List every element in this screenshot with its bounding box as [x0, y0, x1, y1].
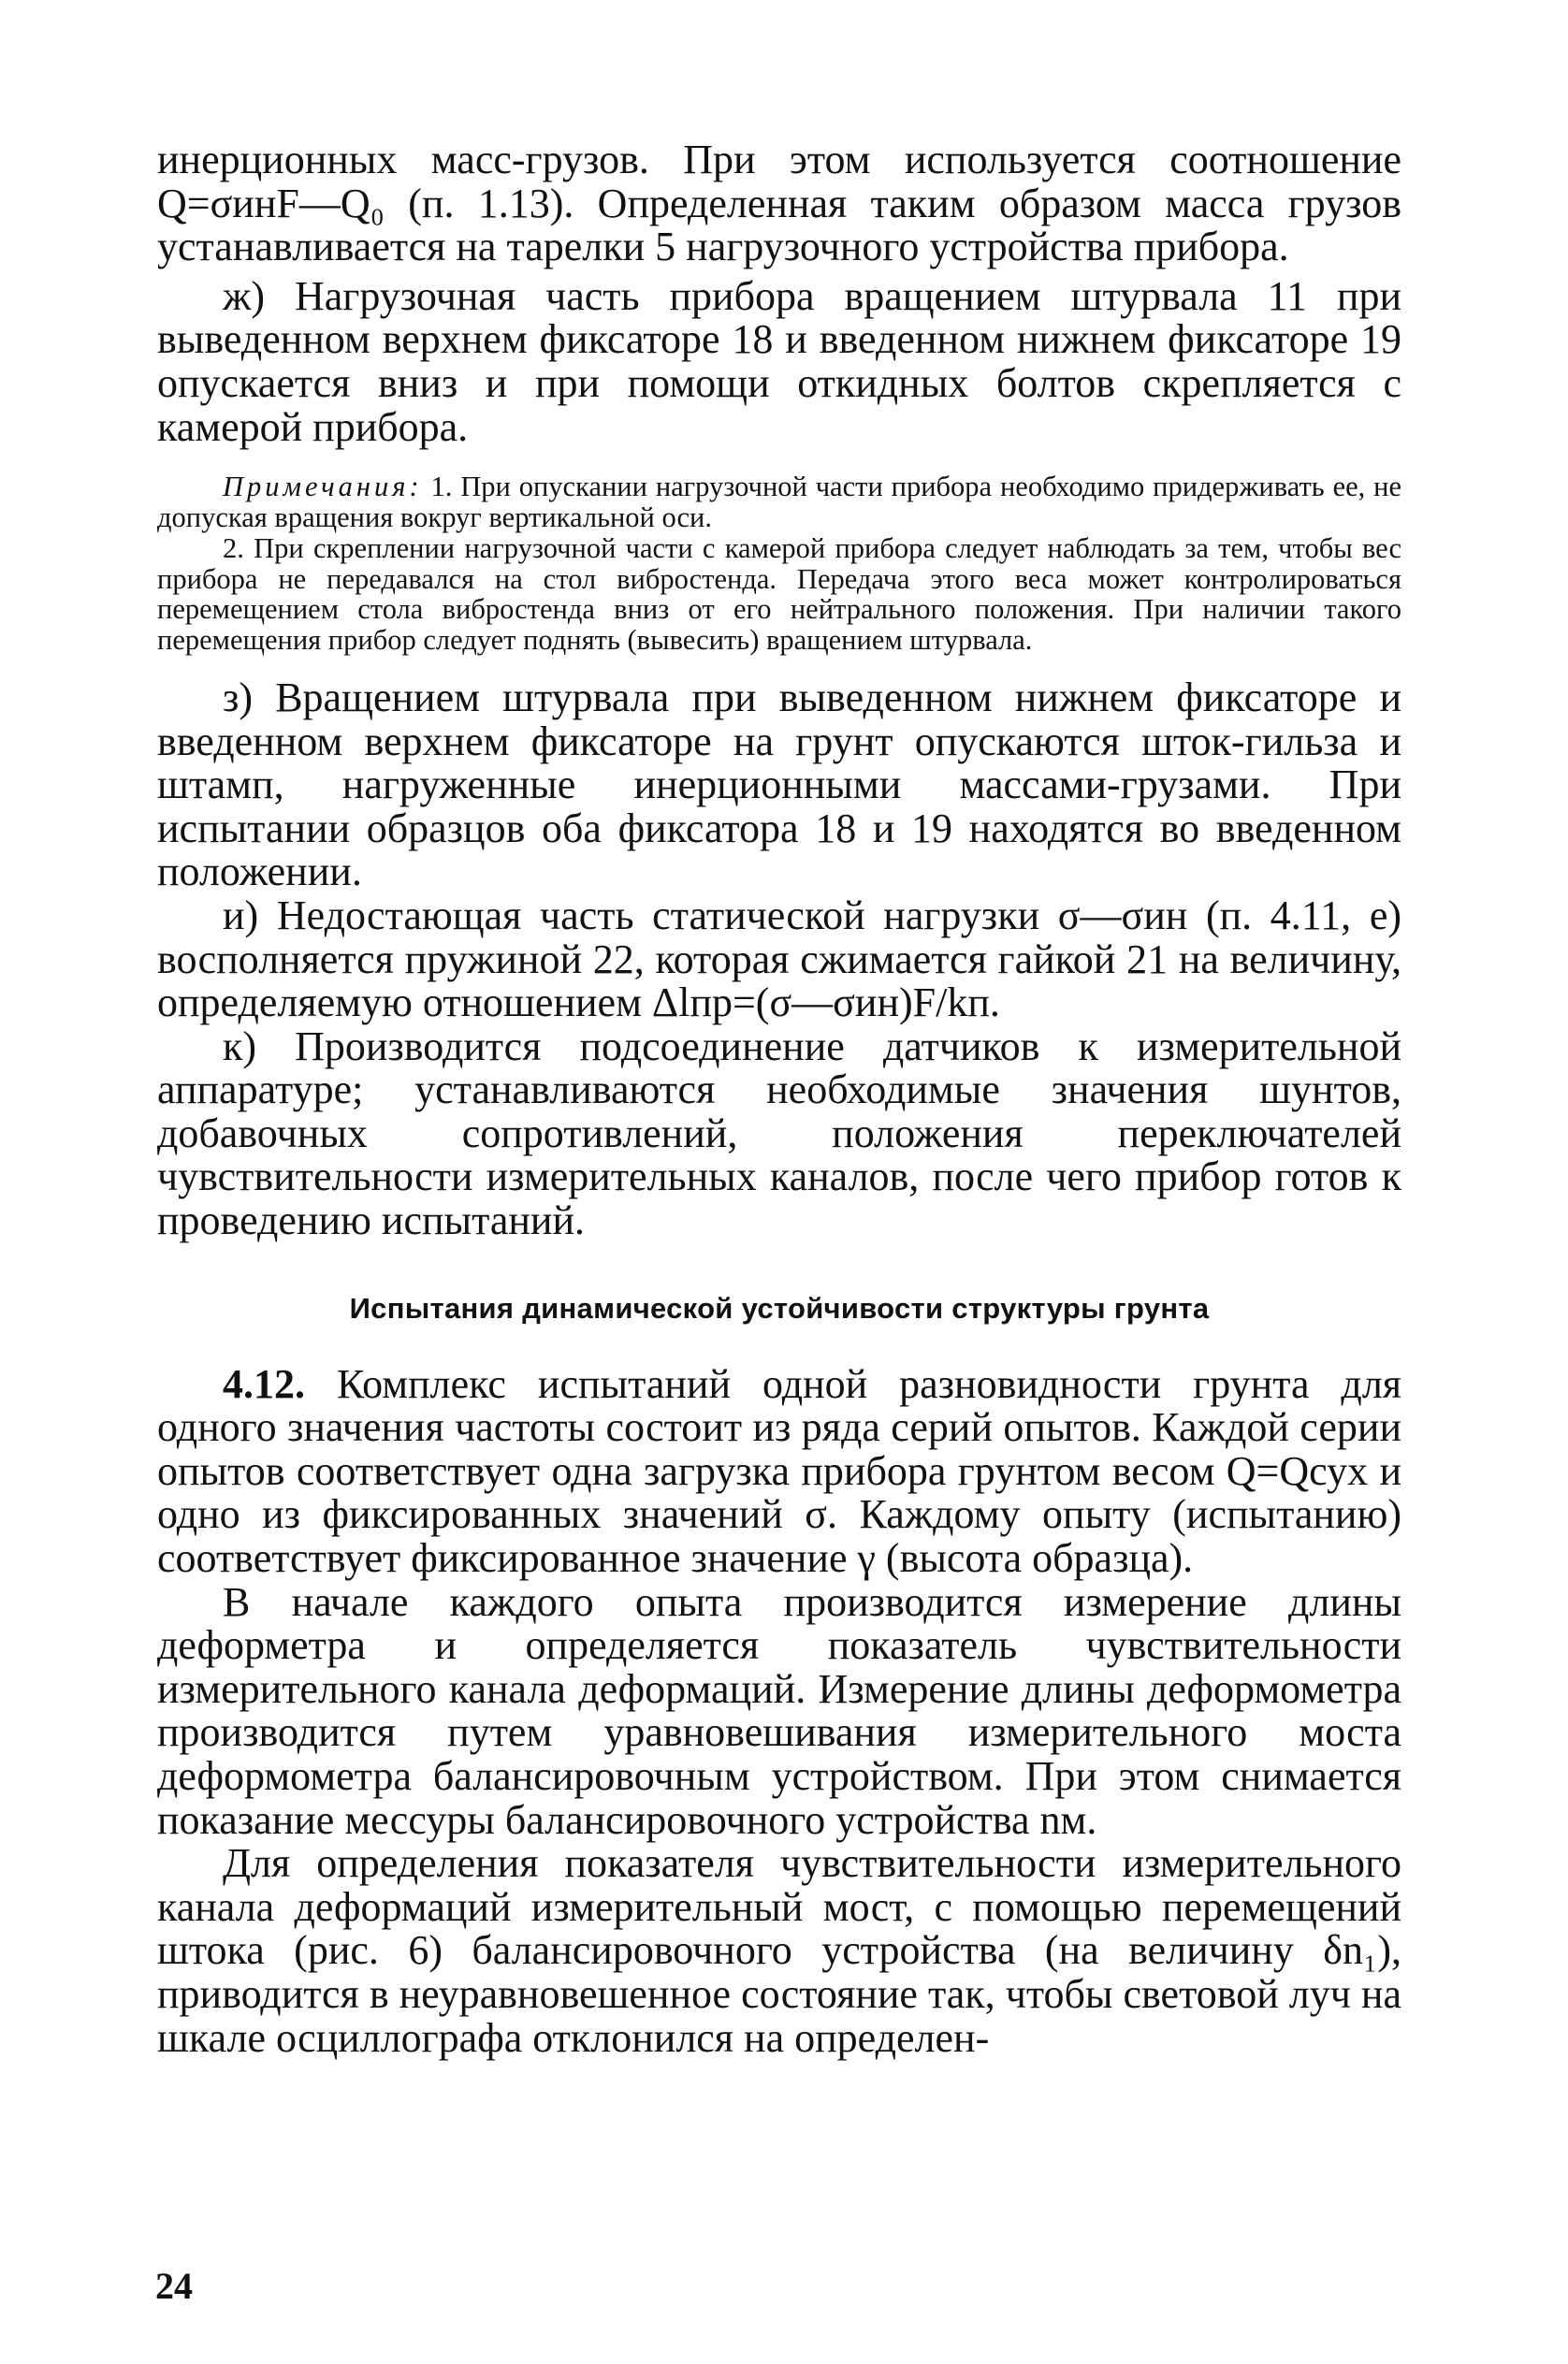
section-paragraph-3: Для определения показателя чувствительности измерительного канала деформаций измерительный мост, с помощью перемещений штока (рис. 6) балансировочного устройства (на величину δn₁), приводится в неуравновешенное состояние так, чтобы световой луч на шкале осциллографа отклонился на определен- [157, 1840, 1401, 2061]
paragraph-step-zh: ж) Нагрузочная часть прибора вращением штурвала 11 при выведенном верхнем фиксаторе 18 и введенном нижнем фиксаторе 19 опускается вниз и при помощи откидных болтов скрепляется с камерой прибора. [157, 272, 1401, 450]
section-number: 4.12. [223, 1360, 305, 1407]
section-paragraph-1 [157, 1360, 1402, 1582]
paragraph-step-i: и) Недостающая часть статической нагрузки σ—σин (п. 4.11, е) восполняется пружиной 22, которая сжимается гайкой 21 на величину, определяемую отношением Δlпр=(σ—σин)F/kп. [157, 892, 1401, 1026]
paragraph-intro: инерционных масс-грузов. При этом используется соотношение Q=σинF—Q₀ (п. 1.13). Определенная таким образом масса грузов устанавливается на тарелки 5 нагрузочного устройства прибора. [157, 137, 1401, 270]
notes-block [157, 471, 1401, 656]
document-page [157, 138, 1401, 2060]
section-heading: Испытания динамической устойчивости структуры грунта [349, 1291, 1210, 1325]
note-1 [157, 471, 1401, 533]
paragraph-step-z: з) Вращением штурвала при выведенном нижнем фиксаторе и введенном верхнем фиксаторе на грунт опускаются шток-гильза и штамп, нагруженные инерционными массами-грузами. При испытании образцов оба фиксатора 18 и 19 находятся во введенном положении. [157, 674, 1401, 895]
note-2: 2. При скреплении нагрузочной части с камерой прибора следует наблюдать за тем, чтобы вес прибора не передавался на стол вибростенда. Передача этого веса может контролироваться перемещением стола вибростенда вниз от его нейтрального положения. При наличии такого перемещения прибор следует поднять (вывесить) вращением штурвала. [157, 531, 1401, 657]
page-number: 24 [155, 2265, 193, 2307]
paragraph-step-k: к) Производится подсоединение датчиков к измерительной аппаратуре; устанавливаются необходимые значения шунтов, добавочных сопротивлений, положения переключателей чувствительности измерительных каналов, после чего прибор готов к проведению испытаний. [157, 1022, 1401, 1244]
note-1-text: 1. При опускании нагрузочной части прибора необходимо придерживать ее, не допуская вращения вокруг вертикальной оси. [157, 471, 1402, 533]
section-paragraph-1-text: Комплекс испытаний одной разновидности грунта для одного значения частоты состоит из ряда серий опытов. Каждой серии опытов соответствует одна загрузка прибора грунтом весом Q=Qсух и одно из фиксированных значений σ. Каждому опыту (испытанию) соответствует фиксированное значение γ (высота образца). [157, 1360, 1402, 1582]
section-paragraph-2: В начале каждого опыта производится измерение длины деформетра и определяется показатель чувствительности измерительного канала деформаций. Измерение длины деформометра производится путем уравновешивания измерительного моста деформометра балансировочным устройством. При этом снимается показание мессуры балансировочного устройства nм. [157, 1578, 1401, 1843]
notes-label: Примечания: [223, 471, 423, 503]
